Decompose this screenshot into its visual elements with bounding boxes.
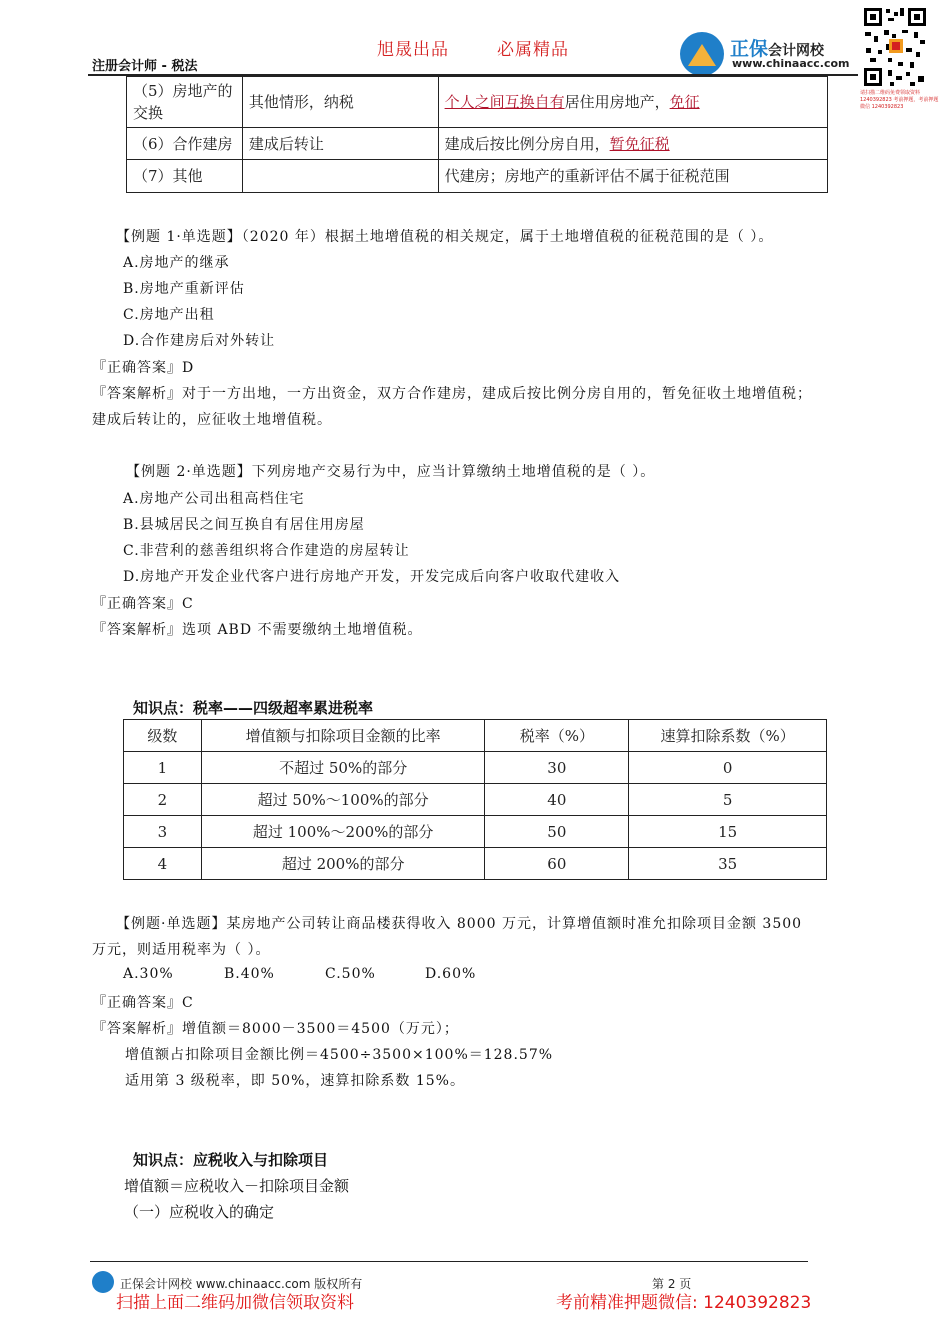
logo-sub: 会计网校 bbox=[768, 43, 825, 59]
table-row bbox=[124, 752, 827, 784]
table-cell: 60 bbox=[485, 848, 629, 880]
table-cell: 不超过 50%的部分 bbox=[201, 752, 485, 784]
table-cell: 3 bbox=[124, 816, 202, 848]
exemption-table bbox=[126, 76, 828, 193]
table-cell bbox=[242, 160, 438, 193]
column-header: 增值额与扣除项目金额的比率 bbox=[201, 720, 485, 752]
footer-copyright: 正保会计网校 www.chinaacc.com 版权所有 bbox=[120, 1277, 363, 1291]
underlined-text: 暂免征税 bbox=[609, 134, 670, 153]
option-d: D.房地产开发企业代客户进行房地产开发，开发完成后向客户收取代建收入 bbox=[123, 569, 621, 585]
table-header-row bbox=[124, 720, 827, 752]
answer-explanation-line-2: 增值额占扣除项目金额比例＝4500÷3500×100%＝128.57% bbox=[125, 1047, 554, 1063]
qr-note: 请扫描二维码免费领取资料 1240392823 考前押题，考前押题微信 1240392823 bbox=[860, 90, 939, 110]
cell-text: 居住用房地产， bbox=[564, 93, 670, 111]
option-c: C.50% bbox=[325, 966, 376, 982]
table-cell: 4 bbox=[124, 848, 202, 880]
table-cell: 超过 100%～200%的部分 bbox=[201, 816, 485, 848]
table-cell: 超过 200%的部分 bbox=[201, 848, 485, 880]
column-header: 税率（%） bbox=[485, 720, 629, 752]
knowledge-point-title: 知识点：税率——四级超率累进税率 bbox=[133, 699, 374, 717]
footer-divider bbox=[90, 1261, 808, 1262]
table-cell: 30 bbox=[485, 752, 629, 784]
knowledge-point-title: 知识点：应税收入与扣除项目 bbox=[133, 1151, 329, 1169]
tax-rate-table bbox=[123, 719, 827, 880]
table-row bbox=[124, 816, 827, 848]
table-cell: （7）其他 bbox=[127, 160, 243, 193]
footer-promo-2: 考前精准押题微信: 1240392823 bbox=[556, 1293, 812, 1313]
footer-logo-icon bbox=[92, 1271, 114, 1293]
answer-explanation: 『答案解析』对于一方出地，一方出资金，双方合作建房，建成后按比例分房自用的，暂免征收土地增值税； bbox=[92, 386, 812, 402]
table-cell bbox=[438, 77, 827, 128]
qr-code-icon[interactable] bbox=[862, 6, 928, 88]
chinaacc-logo bbox=[680, 32, 860, 74]
table-row bbox=[124, 784, 827, 816]
column-header: 级数 bbox=[124, 720, 202, 752]
logo-icon bbox=[680, 32, 724, 76]
correct-answer: 『正确答案』C bbox=[92, 596, 194, 612]
answer-explanation-line-3: 适用第 3 级税率，即 50%，速算扣除系数 15%。 bbox=[125, 1073, 465, 1089]
correct-answer: 『正确答案』C bbox=[92, 995, 194, 1011]
option-a: A.房地产公司出租高档住宅 bbox=[123, 491, 305, 507]
table-row bbox=[127, 128, 828, 160]
section-heading: （一）应税收入的确定 bbox=[124, 1203, 275, 1221]
table-cell: （6）合作建房 bbox=[127, 128, 243, 160]
answer-explanation: 『答案解析』增值额＝8000－3500＝4500（万元）； bbox=[92, 1021, 459, 1037]
option-c: C.非营利的慈善组织将合作建造的房屋转让 bbox=[123, 543, 410, 559]
option-a: A.房地产的继承 bbox=[123, 255, 230, 271]
table-cell: 代建房；房地产的重新评估不属于征税范围 bbox=[438, 160, 827, 193]
table-cell: 其他情形，纳税 bbox=[242, 77, 438, 128]
answer-explanation: 『答案解析』选项 ABD 不需要缴纳土地增值税。 bbox=[92, 622, 423, 638]
page-number: 第 2 页 bbox=[652, 1277, 692, 1291]
table-row bbox=[127, 77, 828, 128]
logo-url: www.chinaacc.com bbox=[732, 57, 850, 70]
footer-promo-1: 扫描上面二维码加微信领取资料 bbox=[116, 1293, 354, 1313]
example-3-question-cont: 万元，则适用税率为（ ）。 bbox=[92, 942, 271, 958]
option-d: D.合作建房后对外转让 bbox=[123, 333, 276, 349]
table-cell: 15 bbox=[629, 816, 827, 848]
option-a: A.30% bbox=[123, 966, 174, 982]
example-3-question: 【例题·单选题】某房地产公司转让商品楼获得收入 8000 万元，计算增值额时准允扣除项目金额 3500 bbox=[116, 916, 803, 932]
example-1-question: 【例题 1·单选题】（2020 年）根据土地增值税的相关规定，属于土地增值税的征税范围的是（ ）。 bbox=[116, 229, 774, 245]
table-cell: 5 bbox=[629, 784, 827, 816]
option-b: B.40% bbox=[224, 966, 275, 982]
underlined-text: 个人之间互换自有 bbox=[444, 93, 565, 111]
correct-answer: 『正确答案』D bbox=[92, 360, 195, 376]
table-cell: 50 bbox=[485, 816, 629, 848]
table-cell: 2 bbox=[124, 784, 202, 816]
header-tag-2: 必属精品 bbox=[497, 40, 569, 60]
table-cell bbox=[438, 128, 827, 160]
logo-name: 正保 bbox=[730, 38, 769, 60]
table-cell: 40 bbox=[485, 784, 629, 816]
option-c: C.房地产出租 bbox=[123, 307, 215, 323]
header-tag-1: 旭晟出品 bbox=[377, 40, 449, 60]
table-row bbox=[124, 848, 827, 880]
table-row bbox=[127, 160, 828, 193]
table-cell: 建成后转让 bbox=[242, 128, 438, 160]
option-d: D.60% bbox=[425, 966, 477, 982]
cell-text: 建成后按比例分房自用， bbox=[444, 134, 610, 153]
table-cell: 35 bbox=[629, 848, 827, 880]
answer-explanation-cont: 建成后转让的，应征收土地增值税。 bbox=[92, 412, 332, 428]
table-cell: （5）房地产的交换 bbox=[127, 77, 243, 128]
column-header: 速算扣除系数（%） bbox=[629, 720, 827, 752]
course-title: 注册会计师 - 税法 bbox=[92, 59, 198, 74]
formula-line: 增值额＝应税收入－扣除项目金额 bbox=[124, 1177, 350, 1195]
table-cell: 1 bbox=[124, 752, 202, 784]
table-cell: 0 bbox=[629, 752, 827, 784]
option-b: B.房地产重新评估 bbox=[123, 281, 245, 297]
option-b: B.县城居民之间互换自有居住用房屋 bbox=[123, 517, 365, 533]
example-2-question: 【例题 2·单选题】下列房地产交易行为中，应当计算缴纳土地增值税的是（ ）。 bbox=[126, 464, 656, 480]
underlined-text: 免征 bbox=[669, 93, 700, 111]
table-cell: 超过 50%～100%的部分 bbox=[201, 784, 485, 816]
